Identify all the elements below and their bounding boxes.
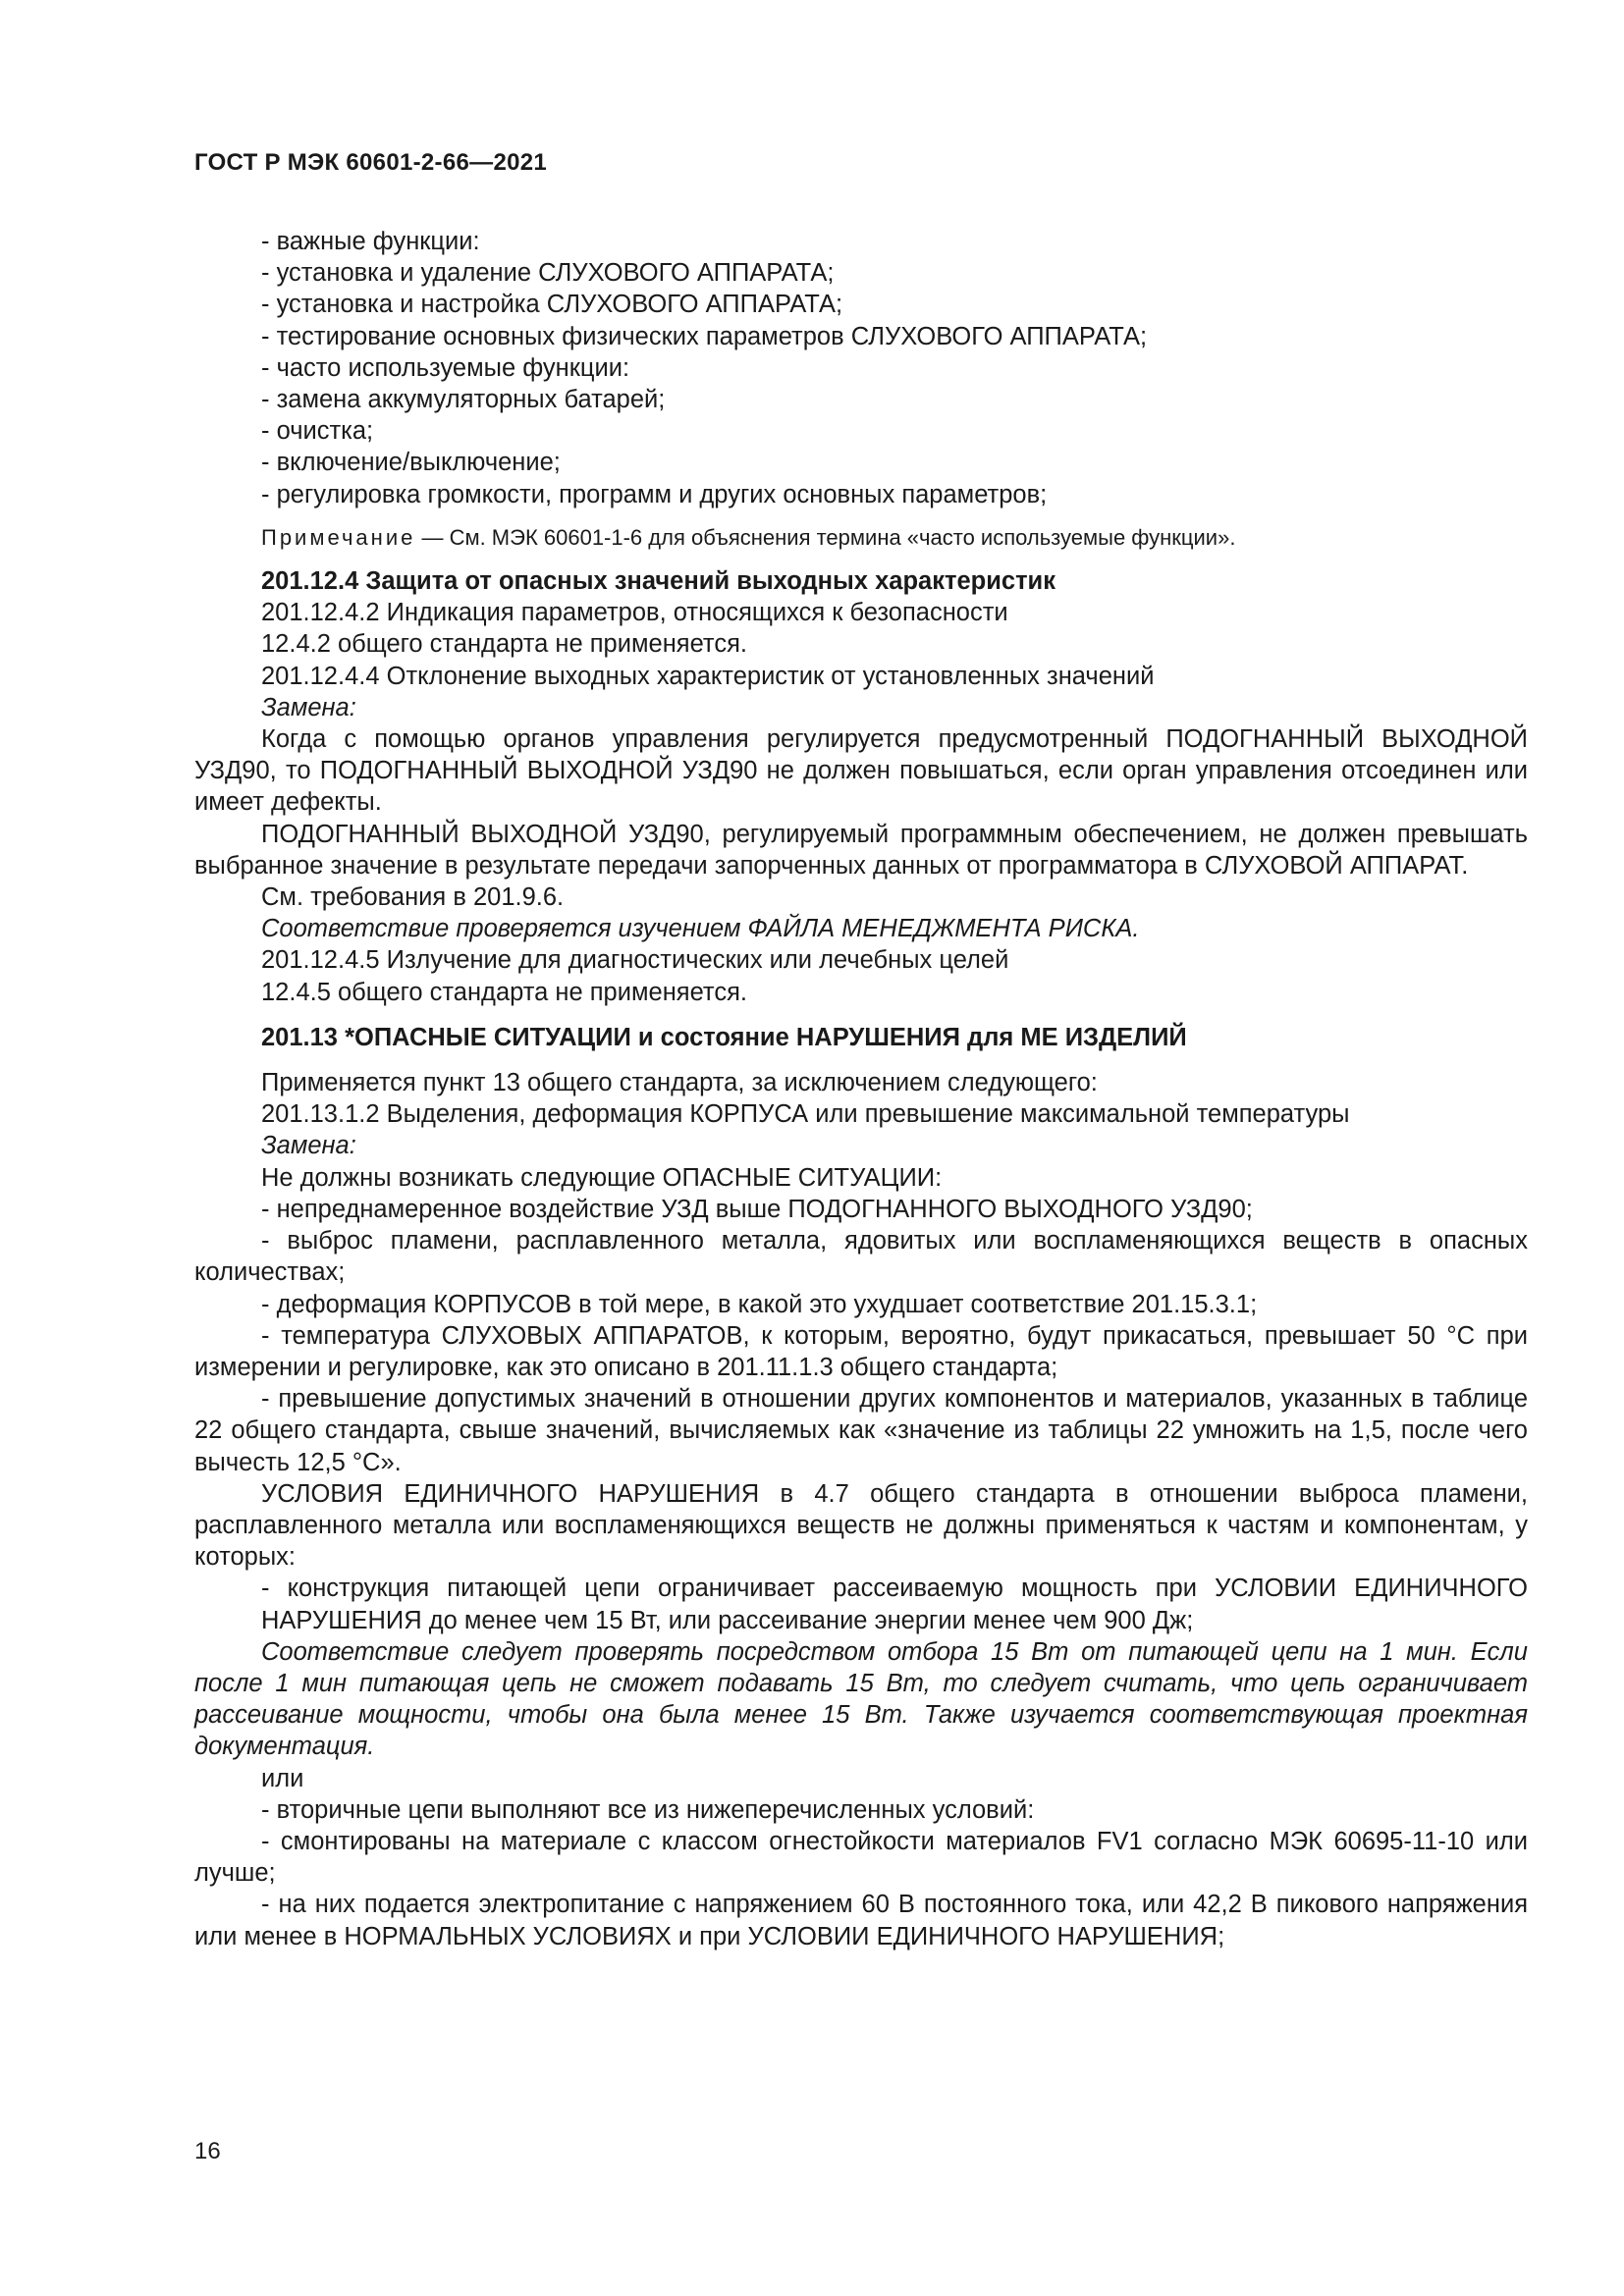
subsection-title: 201.13.1.2 Выделения, деформация КОРПУСА или превышение максимальной температуры xyxy=(261,1100,1350,1129)
paragraph: ПОДОГНАННЫЙ ВЫХОДНОЙ УЗД90, регулируемый программным обеспечением, не должен превышать выбранное значение в результате передачи запорченных данных от программатора в СЛУХОВОЙ АППАРАТ. xyxy=(194,820,1528,880)
compliance-text: Соответствие следует проверять посредством отбора 15 Вт от питающей цепи на 1 мин. Если после 1 мин питающая цепь не сможет подавать 15 Вт, то следует считать, что цепь ограничивает рассеивание мощности, чтобы она была менее 15 Вт. Также изучается соответствующая проектная документация. xyxy=(194,1637,1528,1761)
note-label: Примечание xyxy=(261,524,416,550)
list-item: - тестирование основных физических параметров СЛУХОВОГО АППАРАТА; xyxy=(261,322,1148,350)
list-item: - выброс пламени, расплавленного металла, ядовитых или воспламеняющихся веществ в опасных количествах; xyxy=(194,1227,1528,1287)
replace-label: Замена: xyxy=(261,693,356,721)
list-item: - установка и настройка СЛУХОВОГО АППАРАТА; xyxy=(261,291,843,319)
section-heading: 201.13 *ОПАСНЫЕ СИТУАЦИИ и состояние НАРУШЕНИЯ для МЕ ИЗДЕЛИЙ xyxy=(261,1023,1187,1051)
page-number: 16 xyxy=(194,2138,221,2164)
paragraph: Применяется пункт 13 общего стандарта, за исключением следующего: xyxy=(261,1069,1098,1097)
list-item: - смонтированы на материале с классом огнестойкости материалов FV1 согласно МЭК 60695-11-10 или лучше; xyxy=(194,1827,1528,1888)
list-item: - замена аккумуляторных батарей; xyxy=(261,386,666,414)
list-item: - очистка; xyxy=(261,417,374,446)
list-item: - установка и удаление СЛУХОВОГО АППАРАТА; xyxy=(261,259,835,288)
paragraph: Когда с помощью органов управления регулируется предусмотренный ПОДОГНАННЫЙ ВЫХОДНОЙ УЗД90, то ПОДОГНАННЫЙ ВЫХОДНОЙ УЗД90 не должен повышаться, если орган управления отсоединен или имеет дефекты. xyxy=(194,725,1528,817)
list-item: - конструкция питающей цепи ограничивает рассеиваемую мощность при УСЛОВИИ ЕДИНИЧНОГО НАРУШЕНИЯ до менее чем 15 Вт, или рассеивание энергии менее чем 900 Дж; xyxy=(261,1575,1528,1634)
section-heading: 201.12.4 Защита от опасных значений выходных характеристик xyxy=(261,567,1056,596)
paragraph: См. требования в 201.9.6. xyxy=(261,883,565,912)
list-item: - деформация КОРПУСОВ в той мере, в какой это ухудшает соответствие 201.15.3.1; xyxy=(261,1290,1258,1318)
list-item: - превышение допустимых значений в отношении других компонентов и материалов, указанных в таблице 22 общего стандарта, свыше значений, вычисляемых как «значение из таблицы 22 умножить на 1,5, после чего вычесть 12,5 °С». xyxy=(194,1385,1528,1476)
note xyxy=(194,522,1528,554)
document-header: ГОСТ Р МЭК 60601-2-66—2021 xyxy=(194,149,548,176)
list-item: - часто используемые функции: xyxy=(261,353,630,382)
paragraph: УСЛОВИЯ ЕДИНИЧНОГО НАРУШЕНИЯ в 4.7 общего стандарта в отношении выброса пламени, расплавленного металла или воспламеняющихся веществ не должны применяться к частям и компонентам, у которых: xyxy=(194,1479,1528,1572)
list-item: - вторичные цепи выполняют все из нижеперечисленных условий: xyxy=(261,1795,1035,1824)
list-item: - регулировка громкости, программ и других основных параметров; xyxy=(261,480,1048,508)
list-item: - важные функции: xyxy=(261,228,480,255)
subsection-title: 201.12.4.5 Излучение для диагностических или лечебных целей xyxy=(261,946,1009,975)
paragraph: 12.4.2 общего стандарта не применяется. xyxy=(261,630,747,659)
replace-label: Замена: xyxy=(261,1132,356,1160)
list-item: - на них подается электропитание с напряжением 60 В постоянного тока, или 42,2 В пикового напряжения или менее в НОРМАЛЬНЫХ УСЛОВИЯХ и при УСЛОВИИ ЕДИНИЧНОГО НАРУШЕНИЯ; xyxy=(194,1891,1528,1950)
subsection-title: 201.12.4.2 Индикация параметров, относящихся к безопасности xyxy=(261,599,1008,627)
list-item: - включение/выключение; xyxy=(261,449,561,477)
paragraph: Не должны возникать следующие ОПАСНЫЕ СИТУАЦИИ: xyxy=(261,1163,943,1192)
list-item: - температура СЛУХОВЫХ АППАРАТОВ, к которым, вероятно, будут прикасаться, превышает 50 °С при измерении и регулировке, как это описано в 201.11.1.3 общего стандарта; xyxy=(194,1321,1528,1381)
subsection-title: 201.12.4.4 Отклонение выходных характеристик от установленных значений xyxy=(261,662,1155,690)
list-item: - непреднамеренное воздействие УЗД выше ПОДОГНАННОГО ВЫХОДНОГО УЗД90; xyxy=(261,1195,1253,1223)
paragraph: 12.4.5 общего стандарта не применяется. xyxy=(261,978,747,1006)
note-text: — См. МЭК 60601-1-6 для объяснения термина «часто используемые функции». xyxy=(415,524,1236,550)
compliance-text: Соответствие проверяется изучением ФАЙЛА МЕНЕДЖМЕНТА РИСКА. xyxy=(261,915,1140,943)
document-body xyxy=(194,226,1528,1952)
paragraph: или xyxy=(261,1764,304,1792)
